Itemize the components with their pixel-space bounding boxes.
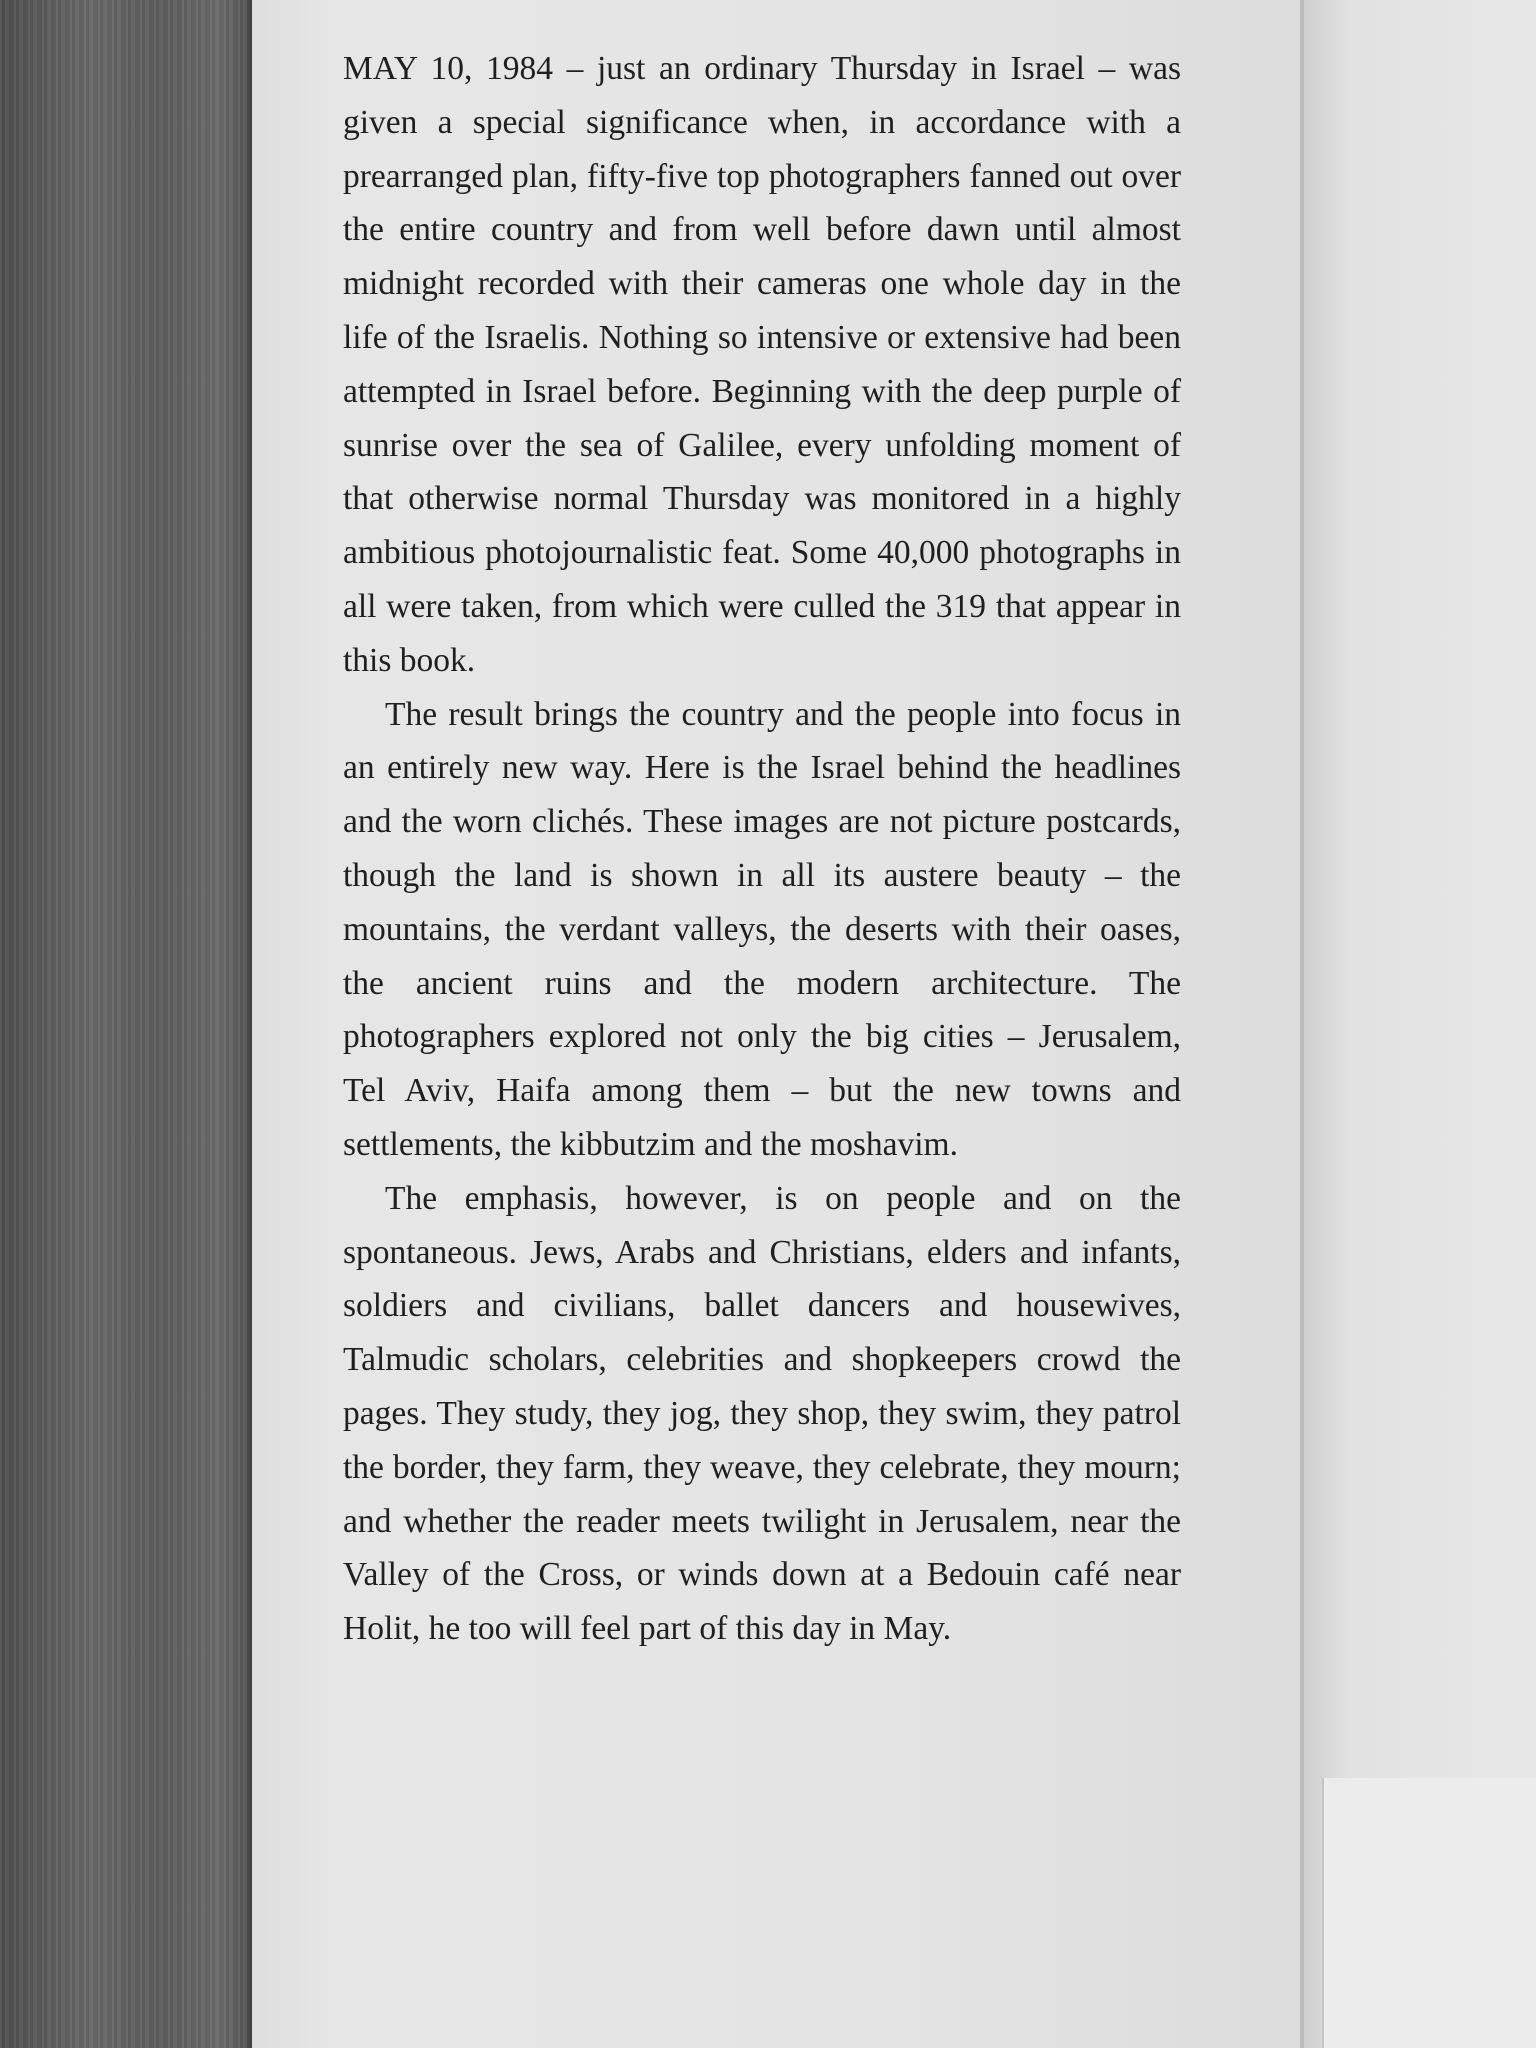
- wooden-table-surface: [0, 0, 260, 2048]
- paragraph-2: The result brings the country and the people into focus in an entirely new way. Here is the Israel behind the headlines and the worn clichés. These images are not picture postcards, though the land is shown in all its austere beauty – the mountains, the verdant valleys, the deserts with their oases, the ancient ruins and the modern architecture. The photographers explored not only the big cities – Jerusalem, Tel Aviv, Haifa among them – but the new towns and settlements, the kibbutzim and the moshavim.: [343, 695, 1181, 1163]
- adjacent-sheet: [1304, 0, 1536, 2048]
- adjacent-sheet-corner: [1322, 1778, 1536, 2048]
- body-text: [343, 42, 1181, 1656]
- paragraph-1: MAY 10, 1984 – just an ordinary Thursday in Israel – was given a special significance when, in accordance with a prearranged plan, fifty-five top photographers fanned out over the entire country and from well before dawn until almost midnight recorded with their cameras one whole day in the life of the Israelis. Nothing so intensive or extensive had been attempted in Israel before. Beginning with the deep purple of sunrise over the sea of Galilee, every unfolding moment of that otherwise normal Thursday was monitored in a highly ambitious photojournalistic feat. Some 40,000 photographs in all were taken, from which were culled the 319 that appear in this book.: [343, 50, 1181, 679]
- paragraph-3: The emphasis, however, is on people and on the spontaneous. Jews, Arabs and Christians, elders and infants, soldiers and civilians, ballet dancers and housewives, Talmudic scholars, celebrities and shopkeepers crowd the pages. They study, they jog, they shop, they swim, they patrol the border, they farm, they weave, they celebrate, they mourn; and whether the reader meets twilight in Jerusalem, near the Valley of the Cross, or winds down at a Bedouin café near Holit, he too will feel part of this day in May.: [343, 1179, 1181, 1648]
